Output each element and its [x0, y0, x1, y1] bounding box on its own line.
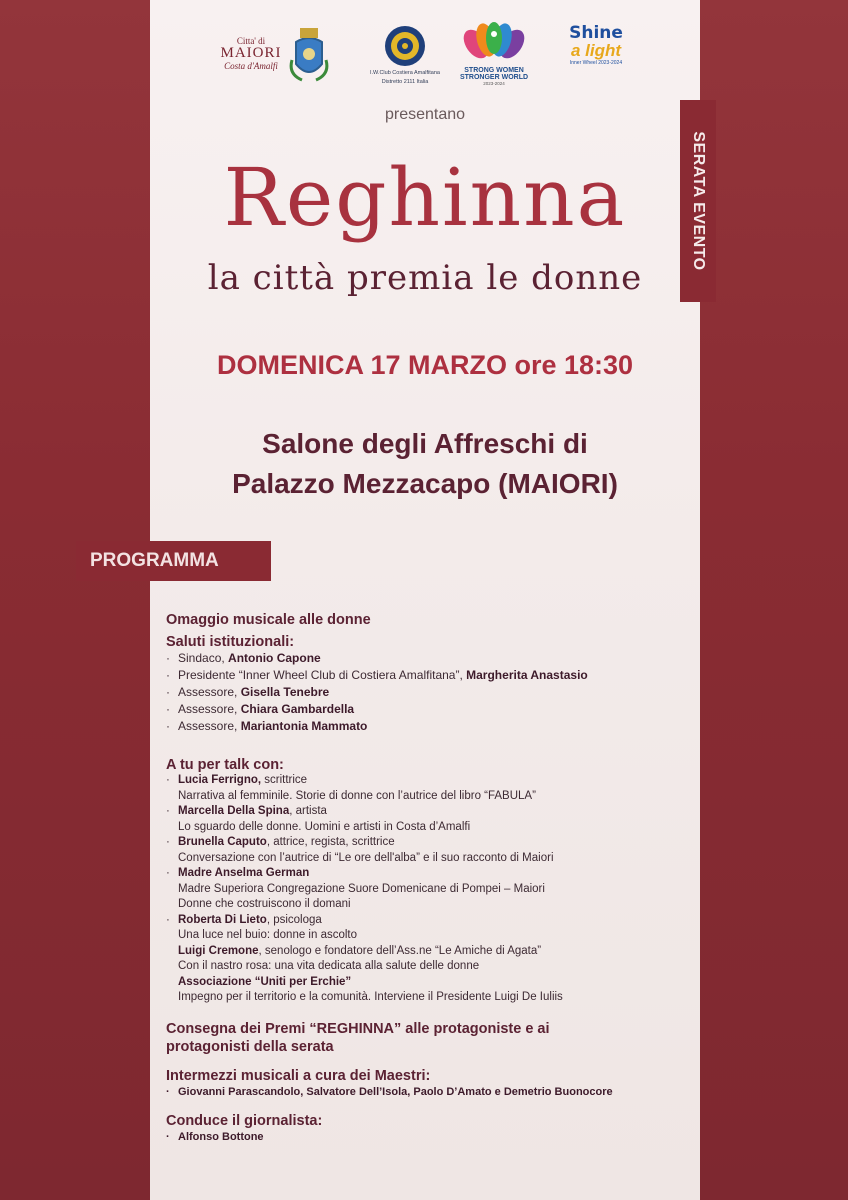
omaggio-heading: Omaggio musicale alle donne	[166, 612, 371, 628]
event-venue	[150, 424, 700, 504]
list-item: · Brunella Caputo, attrice, regista, scrittrice Conversazione con l’autrice di “Le ore dell'alba” e il suo racconto di Maiori	[166, 835, 686, 866]
shine-caption: Inner Wheel 2023-2024	[569, 60, 623, 66]
strong-women-caption-1: STRONG WOMEN	[464, 67, 524, 74]
event-title: Reghinna	[223, 151, 627, 244]
talk-heading: A tu per talk con:	[166, 757, 284, 773]
background-left	[0, 0, 150, 1200]
list-item: · Roberta Di Lieto, psicologa Una luce nel buio: donne in ascolto	[166, 913, 686, 944]
strong-women-caption-2: STRONGER WORLD	[459, 74, 529, 81]
sponsor-logos	[210, 22, 650, 90]
inner-wheel-caption-2: Distretto 2111 Italia	[381, 79, 429, 85]
lotus-icon	[458, 22, 530, 62]
list-item: · Madre Anselma German Madre Superiora Congregazione Suore Domenicane di Pompei – Maiori Donne che costruiscono il domani	[166, 866, 686, 913]
list-item: · Assessore, Gisella Tenebre	[166, 684, 686, 701]
list-item: · Assessore, Chiara Gambardella	[166, 701, 686, 718]
program-section	[166, 612, 686, 1146]
inner-wheel-caption-1: I.W.Club Costiera Amalfitana	[369, 70, 440, 76]
strong-women-logo	[456, 22, 532, 86]
venue-line2: Palazzo Mezzacapo (MAIORI)	[232, 468, 618, 499]
strong-women-caption-3: 2023-2024	[483, 81, 505, 86]
presentano-text: presentano	[384, 106, 466, 123]
maiori-logo-line1: Citta' di	[236, 36, 266, 46]
background-right	[700, 0, 848, 1200]
list-item: · Marcella Della Spina, artista Lo sguardo delle donne. Uomini e artisti in Costa d’Amalfi	[166, 804, 686, 835]
intermezzi-names: · Giovanni Parascandolo, Salvatore Dell’Isola, Paolo D’Amato e Demetrio Buonocore	[166, 1084, 686, 1101]
side-tag	[680, 100, 716, 302]
conduce-heading: Conduce il giornalista:	[166, 1112, 323, 1129]
venue-line1: Salone degli Affreschi di	[262, 428, 588, 459]
list-item: · Lucia Ferrigno, scrittrice Narrativa al femminile. Storie di donne con l’autrice del libro “FABULA”	[166, 773, 686, 804]
crest-icon	[288, 26, 330, 86]
conduce-name: · Alfonso Bottone	[166, 1129, 686, 1146]
inner-wheel-logo	[360, 24, 450, 86]
consegna-heading: Consegna dei Premi “REGHINNA” alle protagoniste e ai protagonisti della serata	[166, 1020, 550, 1055]
event-subtitle: la città premia le donne	[207, 258, 643, 298]
list-item: Luigi Cremone, senologo e fondatore dell’Ass.ne “Le Amiche di Agata” Con il nastro rosa: una vita dedicata alla salute delle donne	[178, 944, 542, 972]
maiori-logo-line2: MAIORI	[220, 45, 282, 61]
list-item: Associazione “Uniti per Erchie” Impegno per il territorio e la comunità. Interviene il Presidente Luigi De Iuliis	[178, 975, 563, 1003]
a-light-word: a light	[570, 41, 622, 60]
list-item: · Assessore, Mariantonia Mammato	[166, 718, 686, 735]
saluti-list	[166, 650, 686, 735]
event-date: DOMENICA 17 MARZO ore 18:30	[216, 350, 634, 380]
talk-list	[166, 773, 686, 1006]
list-item: · Presidente “Inner Wheel Club di Costiera Amalfitana”, Margherita Anastasio	[166, 667, 686, 684]
maiori-logo	[214, 36, 288, 71]
shine-a-light-logo	[548, 24, 644, 66]
intermezzi-heading: Intermezzi musicali a cura dei Maestri:	[166, 1067, 431, 1084]
shine-word: Shine	[569, 23, 623, 43]
inner-wheel-icon	[383, 24, 427, 68]
programma-banner: PROGRAMMA	[76, 541, 271, 581]
saluti-heading: Saluti istituzionali:	[166, 634, 295, 650]
maiori-logo-line3: Costa d'Amalfi	[224, 61, 278, 71]
side-tag-label: SERATA EVENTO	[690, 131, 707, 271]
list-item: · Sindaco, Antonio Capone	[166, 650, 686, 667]
